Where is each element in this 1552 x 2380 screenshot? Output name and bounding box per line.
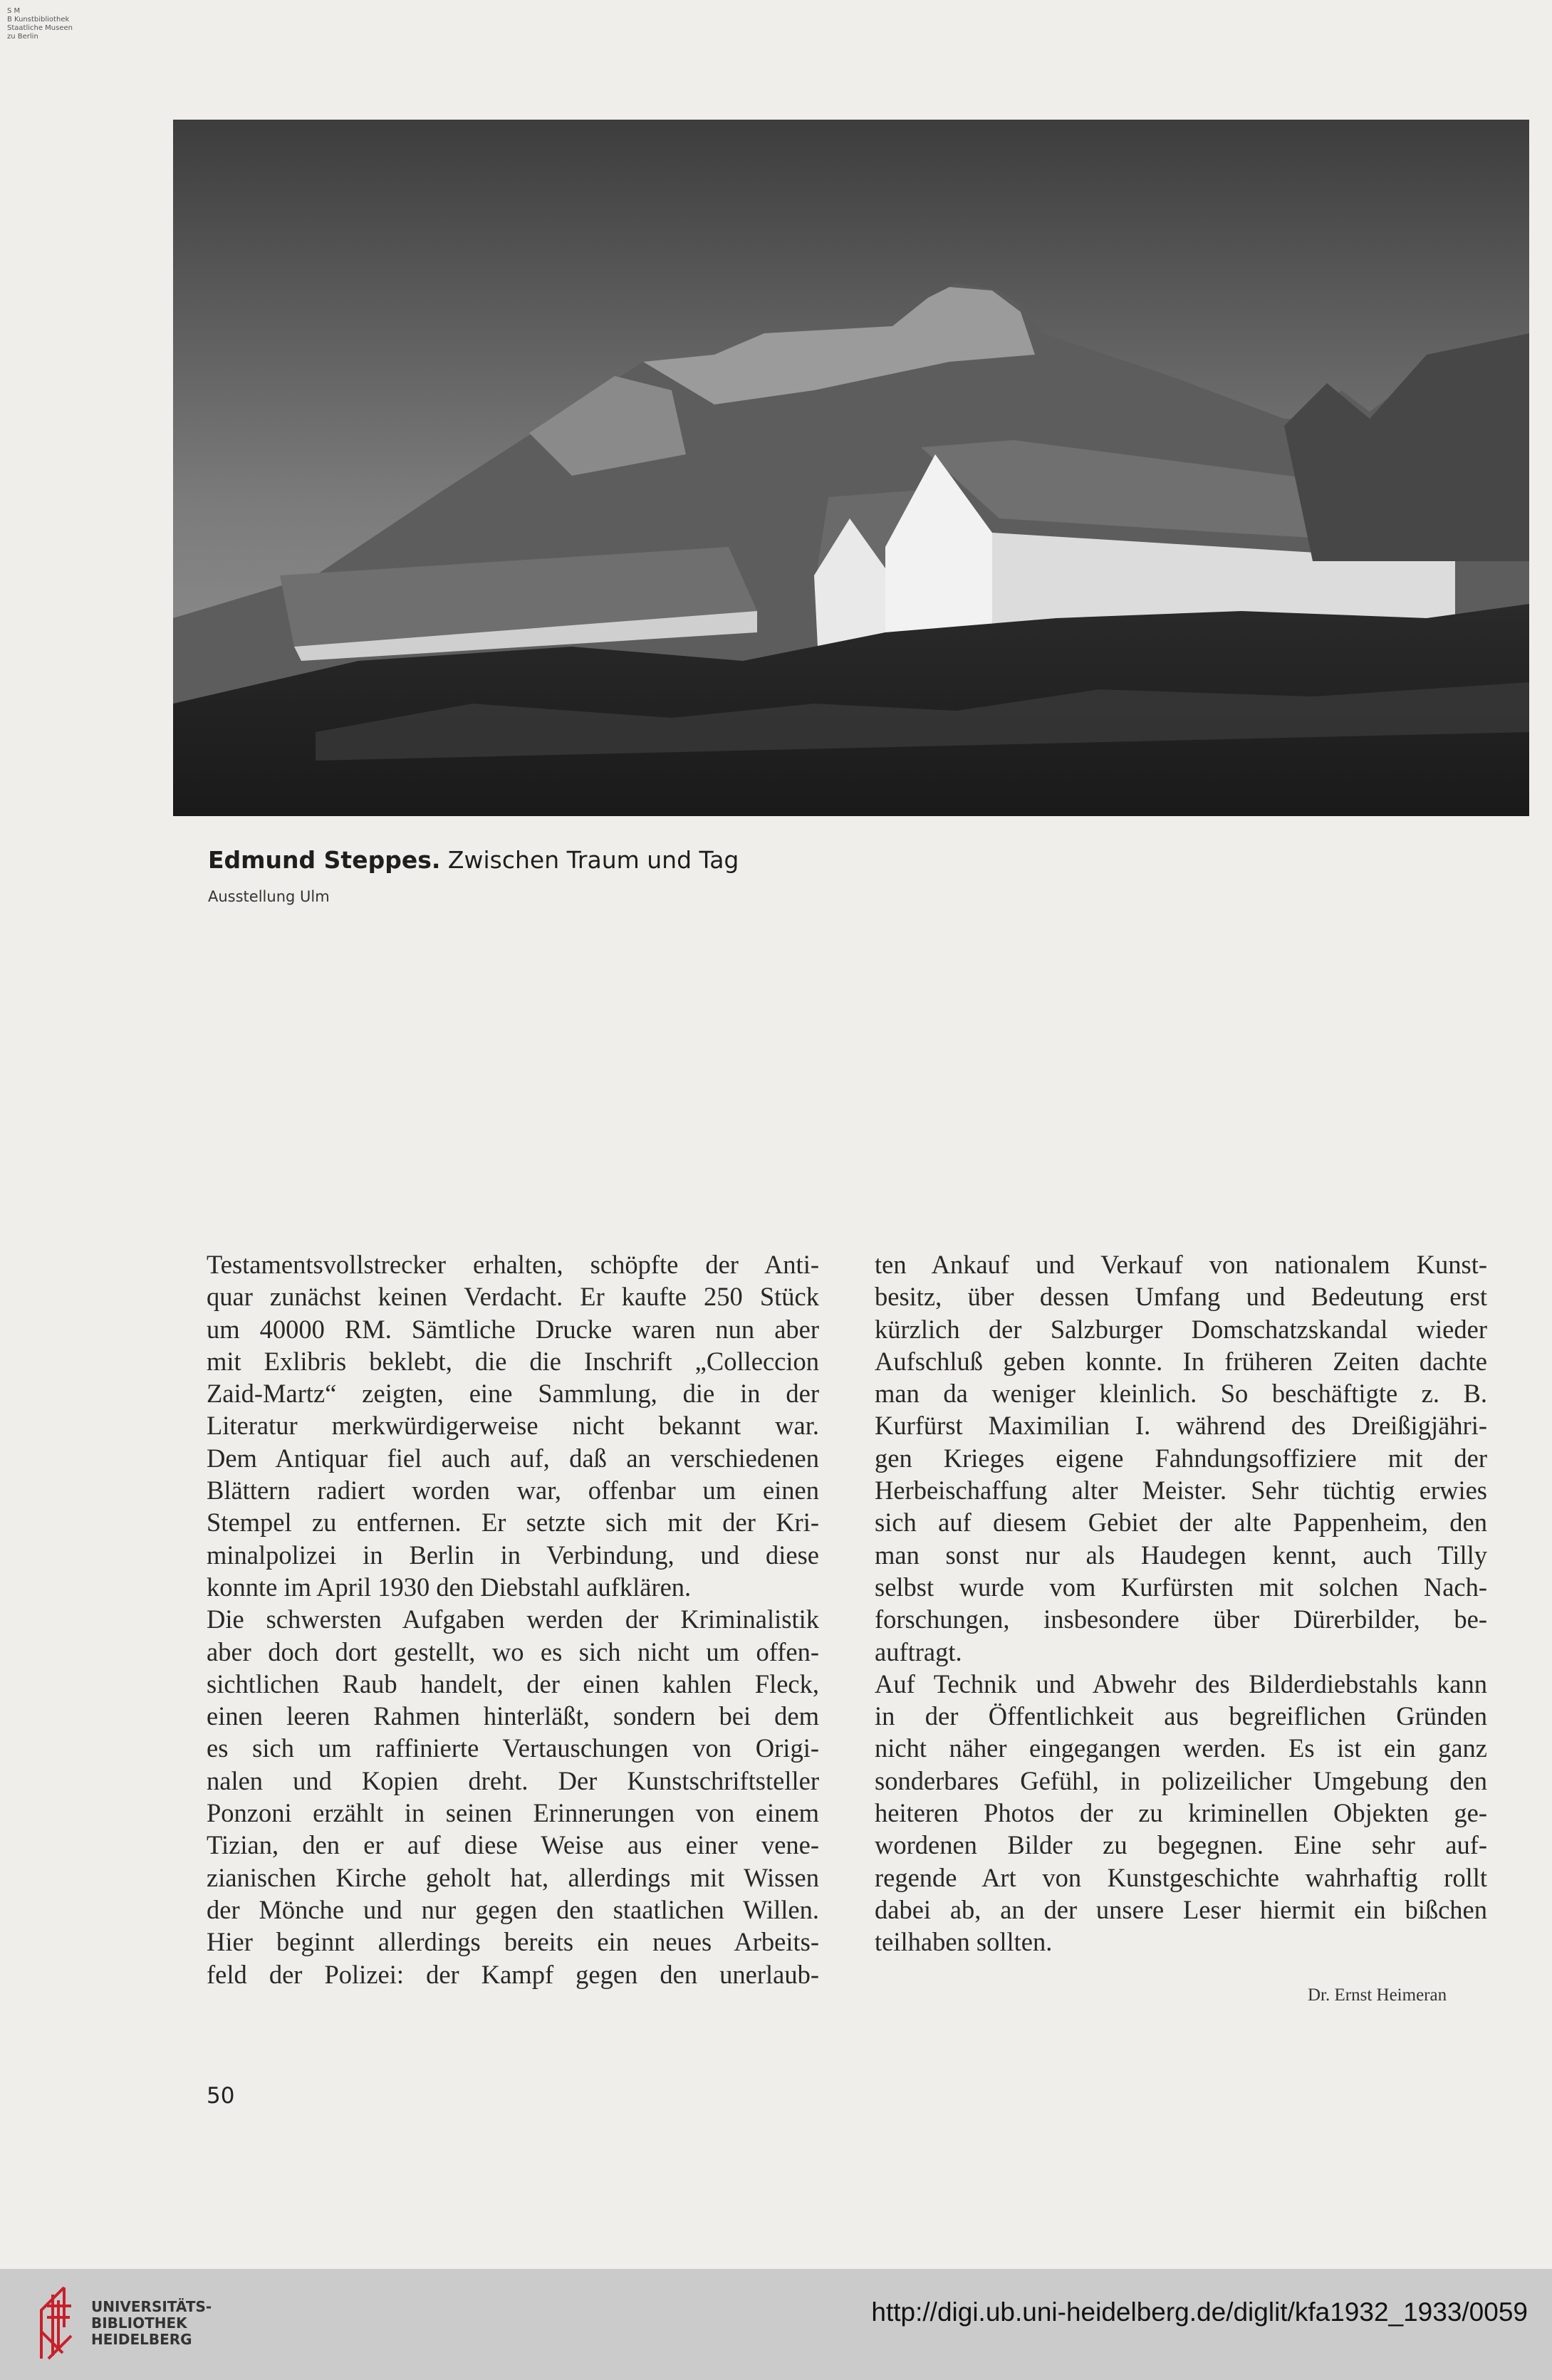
digitization-footer xyxy=(0,2269,1552,2380)
landscape-photograph xyxy=(173,120,1529,816)
text-line: Die schwersten Aufgaben werden der Kriminalistik xyxy=(207,1604,819,1634)
text-line: Auf Technik und Abwehr des Bilderdiebstahls kann xyxy=(875,1669,1487,1698)
stamp-line: zu Berlin xyxy=(7,33,38,41)
library-name-line: HEIDELBERG xyxy=(91,2331,192,2348)
text-line: einen leeren Rahmen hinterläßt, sondern bei dem xyxy=(207,1701,819,1731)
text-line: ten Ankauf und Verkauf von nationalem Kunst- xyxy=(875,1250,1487,1279)
caption-artist: Edmund Steppes. xyxy=(208,846,441,874)
text-line: forschungen, insbesondere über Dürerbilder, be- xyxy=(875,1604,1487,1634)
text-line: Literatur merkwürdigerweise nicht bekannt war. xyxy=(207,1411,819,1441)
text-line: Blättern radiert worden war, offenbar um einen xyxy=(207,1476,819,1505)
stamp-line: S M xyxy=(7,7,21,15)
text-line: Hier beginnt allerdings bereits ein neues Arbeits- xyxy=(207,1927,819,1957)
stamp-line: Staatliche Museen xyxy=(7,24,73,32)
text-line: dabei ab, an der unsere Leser hiermit ein bißchen xyxy=(875,1894,1487,1924)
text-line: Zaid-Martz“ zeigten, eine Sammlung, die in der xyxy=(207,1379,819,1409)
text-line: der Mönche und nur gegen den staatlichen Willen. xyxy=(207,1894,819,1924)
permalink-url[interactable]: http://digi.ub.uni-heidelberg.de/diglit/kfa1932_1933/0059 xyxy=(871,2297,1528,2327)
caption-exhibition: Ausstellung Ulm xyxy=(208,888,330,905)
article-left-column xyxy=(207,1248,819,1990)
text-line: Kurfürst Maximilian I. während des Dreißigjähri- xyxy=(875,1411,1487,1441)
text-line: nalen und Kopien dreht. Der Kunstschriftsteller xyxy=(207,1765,819,1795)
page-number: 50 xyxy=(207,2083,235,2109)
text-line: in der Öffentlichkeit aus begreiflichen Gründen xyxy=(875,1701,1487,1731)
text-line: regende Art von Kunstgeschichte wahrhaftig rollt xyxy=(875,1862,1487,1892)
text-line: zianischen Kirche geholt hat, allerdings mit Wissen xyxy=(207,1862,819,1892)
text-line: sich auf diesem Gebiet der alte Pappenheim, den xyxy=(875,1508,1487,1538)
library-name xyxy=(91,2299,212,2348)
university-library-logo-icon xyxy=(34,2285,78,2361)
text-line: Testamentsvollstrecker erhalten, schöpfte der Anti- xyxy=(207,1250,819,1279)
text-line: wordenen Bilder zu begegnen. Eine sehr auf- xyxy=(875,1830,1487,1860)
library-name-line: UNIVERSITÄTS- xyxy=(91,2298,212,2315)
text-line: feld der Polizei: der Kampf gegen den unerlaub- xyxy=(207,1959,819,1989)
text-line: Stempel zu entfernen. Er setzte sich mit der Kri- xyxy=(207,1508,819,1538)
text-line: Ponzoni erzählt in seinen Erinnerungen von einem xyxy=(207,1798,819,1828)
text-line: auftragt. xyxy=(875,1637,962,1666)
text-line: es sich um raffinierte Vertauschungen von Origi- xyxy=(207,1733,819,1763)
stamp-line: B Kunstbibliothek xyxy=(7,16,70,24)
text-line: besitz, über dessen Umfang und Bedeutung erst xyxy=(875,1282,1487,1312)
text-line: teilhaben sollten. xyxy=(875,1927,1053,1957)
text-line: nicht näher eingegangen werden. Es ist ein ganz xyxy=(875,1733,1487,1763)
text-line: quar zunächst keinen Verdacht. Er kaufte 250 Stück xyxy=(207,1282,819,1312)
library-name-line: BIBLIOTHEK xyxy=(91,2314,187,2332)
text-line: mit Exlibris beklebt, die die Inschrift „Colleccion xyxy=(207,1346,819,1376)
text-line: gen Krieges eigene Fahndungsoffiziere mit der xyxy=(875,1443,1487,1473)
text-line: man sonst nur als Haudegen kennt, auch Tilly xyxy=(875,1540,1487,1570)
article-right-column xyxy=(875,1248,1487,1958)
photograph-illustration xyxy=(173,120,1529,816)
text-line: heiteren Photos der zu kriminellen Objekten ge- xyxy=(875,1798,1487,1828)
text-line: sichtlichen Raub handelt, der einen kahlen Fleck, xyxy=(207,1669,819,1698)
photo-caption xyxy=(208,846,739,874)
text-line: Tizian, den er auf diese Weise aus einer vene- xyxy=(207,1830,819,1860)
text-line: Herbeischaffung alter Meister. Sehr tüchtig erwies xyxy=(875,1476,1487,1505)
text-line: um 40000 RM. Sämtliche Drucke waren nun aber xyxy=(207,1314,819,1344)
text-line: selbst wurde vom Kurfürsten mit solchen Nach- xyxy=(875,1572,1487,1602)
text-line: konnte im April 1930 den Diebstahl aufklären. xyxy=(207,1572,692,1602)
text-line: kürzlich der Salzburger Domschatzskandal wieder xyxy=(875,1314,1487,1344)
text-line: aber doch dort gestellt, wo es sich nicht um offen- xyxy=(207,1637,819,1666)
text-line: Dem Antiquar fiel auch auf, daß an verschiedenen xyxy=(207,1443,819,1473)
article-author: Dr. Ernst Heimeran xyxy=(1308,1985,1447,2005)
text-line: man da weniger kleinlich. So beschäftigte z. B. xyxy=(875,1379,1487,1409)
text-line: minalpolizei in Berlin in Verbindung, und diese xyxy=(207,1540,819,1570)
library-stamp xyxy=(7,7,73,41)
text-line: Aufschluß geben konnte. In früheren Zeiten dachte xyxy=(875,1346,1487,1376)
caption-work-title: Zwischen Traum und Tag xyxy=(447,846,739,874)
text-line: sonderbares Gefühl, in polizeilicher Umgebung den xyxy=(875,1765,1487,1795)
